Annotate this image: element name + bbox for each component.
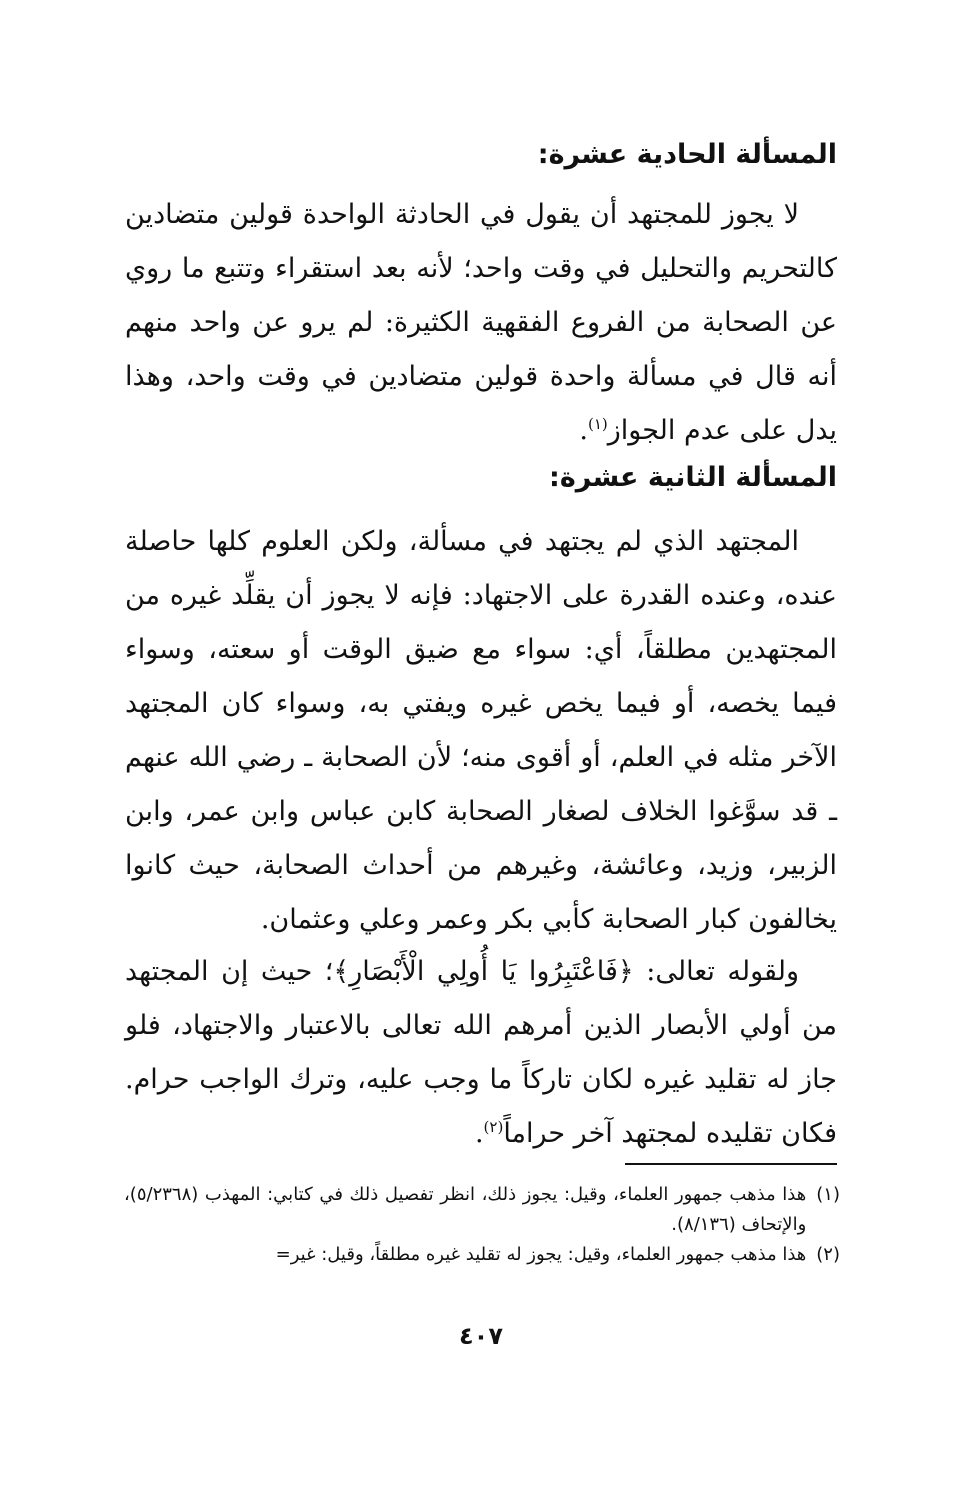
footnote-text: هذا مذهب جمهور العلماء، وقيل: يجوز له تقليد غيره مطلقاً، وقيل: غير= [275, 1244, 807, 1265]
footnote-ref-1: (١) [587, 415, 608, 433]
footnote-number: (١) [816, 1184, 840, 1205]
paragraph-text: المجتهد الذي لم يجتهد في مسألة، ولكن العلوم كلها حاصلة عنده، وعنده القدرة على الاجتهاد: فإنه لا يجوز أن يقلِّد غيره من المجتهدين مطلقاً، أي: سواء مع ضيق الوقت أو سعته، وسواء فيما يخصه، أو فيما يخص غيره ويفتي به، وسواء كان المجتهد الآخر مثله في العلم، أو أقوى منه؛ لأن الصحابة ـ رضي الله عنهم ـ قد سوَّغوا الخلاف لصغار الصحابة كابن عباس وابن عمر، وابن الزبير، وزيد، وعائشة، وغيرهم من أحداث الصحابة، حيث كانوا يخالفون كبار الصحابة كأبي بكر وعمر وعلي وعثمان. [125, 526, 837, 935]
paragraph-intro: ولقوله تعالى: [646, 956, 799, 987]
footnote-text: هذا مذهب جمهور العلماء، وقيل: يجوز ذلك، انظر تفصيل ذلك في كتابي: المهذب (٥/٢٣٦٨)، والإتحاف (٨/١٣٦). [124, 1184, 807, 1235]
section-heading-eleventh [125, 135, 837, 175]
page-number: ٤٠٧ [459, 1322, 503, 1350]
quran-verse: ﴿فَاعْتَبِرُوا يَا أُولِي الْأَبْصَارِ﴾ [333, 956, 634, 987]
heading-text: المسألة الحادية عشرة: [537, 139, 837, 170]
section-heading-twelfth [125, 458, 837, 498]
heading-text: المسألة الثانية عشرة: [549, 462, 837, 493]
footnote-1 [124, 1180, 840, 1240]
paragraph-twelfth-1 [125, 515, 837, 947]
paragraph-end: . [579, 415, 588, 446]
footnotes [124, 1180, 840, 1270]
paragraph-eleventh [125, 188, 837, 458]
footnote-ref-2: (٢) [483, 1118, 504, 1136]
paragraph-text: ؛ حيث إن المجتهد من أولي الأبصار الذين أمرهم الله تعالى بالاعتبار والاجتهاد، فلو جاز له تقليد غيره لكان تاركاً ما وجب عليه، وترك الواجب حرام. فكان تقليده لمجتهد آخر حراماً [125, 956, 837, 1149]
paragraph-twelfth-2 [125, 945, 837, 1161]
footnote-separator [625, 1163, 837, 1165]
paragraph-text: لا يجوز للمجتهد أن يقول في الحادثة الواحدة قولين متضادين كالتحريم والتحليل في وقت واحد؛ لأنه بعد استقراء وتتبع ما روي عن الصحابة من الفروع الفقهية الكثيرة: لم يرو عن واحد منهم أنه قال في مسألة واحدة قولين متضادين في وقت واحد، وهذا يدل على عدم الجواز [125, 199, 837, 446]
footnote-number: (٢) [816, 1244, 840, 1265]
footnote-2 [124, 1240, 840, 1270]
paragraph-end: . [474, 1118, 484, 1149]
